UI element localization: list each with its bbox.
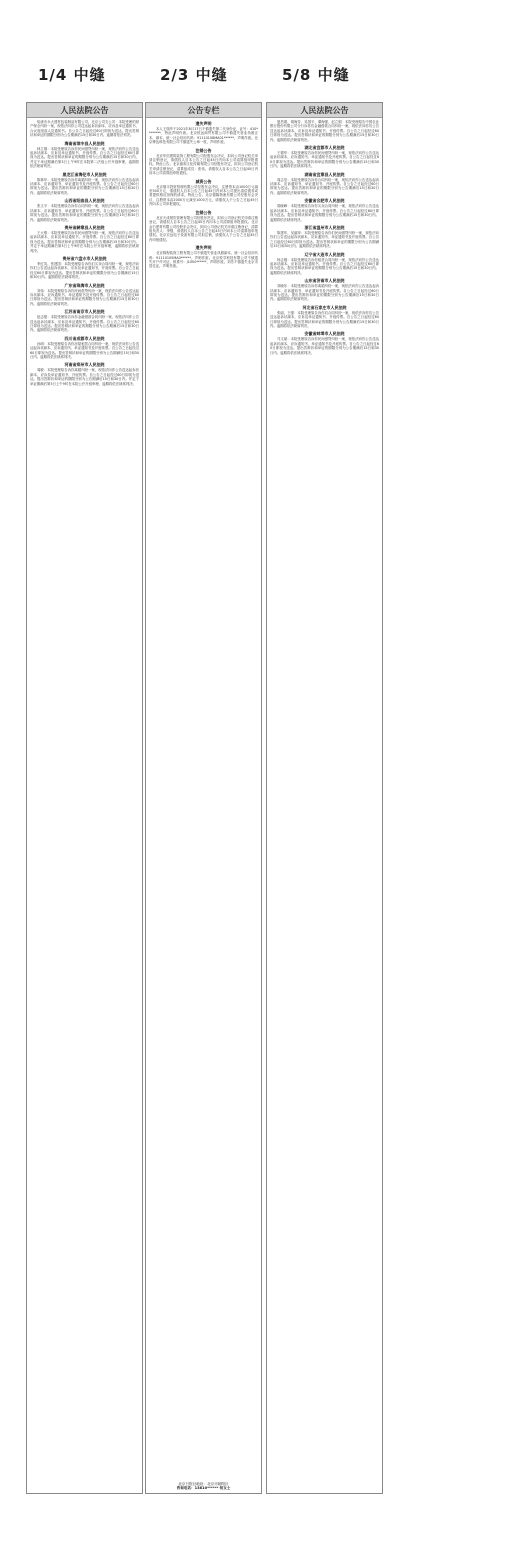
- notice-title: 注销公告: [195, 147, 212, 153]
- notice-text: 马文斌：本院受理原告诉你民间借贷纠纷一案，现依法向你公告送达起诉状副本、应诉通知书、举证通知书及开庭传票。自公告之日起经过60日即视为送达。提出答辩状和举证的期限分别为公告期满后15日和30日内。逾期将依法缺席判决。: [270, 337, 379, 355]
- notice-text: 林立刚：本院受理原告诉你民间借贷纠纷一案，现依法向你公告送达起诉状副本、应诉及举证通知书、开庭传票。自公告之日起经过60日即视为送达。提出答辩状和举证的期限分别为公告期满后15日和30日内。并定于举证期满后第3日上午9时在本院第二法庭公开开庭审理，逾期将依法缺席判决。: [30, 146, 139, 169]
- column-1: [26, 102, 143, 1494]
- notice-text: 李红英、张建国：本院受理原告诉你们买卖合同纠纷一案，现依法向你们公告送达起诉状副本、应诉及举证通知书、开庭传票。自公告之日起经过60日即视为送达。提出答辩状和举证的期限分别为公告期满后15日和30日内。逾期将依法缺席判决。: [30, 261, 139, 280]
- notice-item: [149, 245, 258, 269]
- notice-text: 王大维：本院受理原告诉你民间借贷纠纷一案，现依法向你公告送达起诉状副本、应诉及举证通知书、开庭传票。自公告之日起经过60日即视为送达。提出答辩状和举证的期限分别为公告期满后15日和30日内。并定于举证期满后第3日上午9时在本院公开开庭审理，逾期将依法缺席判决。: [30, 230, 139, 253]
- column-header: 人民法院公告: [267, 103, 382, 118]
- column-3: [266, 102, 383, 1494]
- column-header: 人民法院公告: [27, 103, 142, 118]
- notice-item: [149, 210, 258, 242]
- notice-text: 张丽、王强：本院受理原告诉你们合同纠纷一案，现依法向你们公告送达起诉状副本、应诉及举证通知书、开庭传票。自公告之日起经过60日即视为送达。提出答辩状和举证的期限分别为公告期满后15日和30日内。逾期将依法缺席判决。: [270, 310, 379, 328]
- notice-item: [270, 198, 379, 222]
- notice-text: 北京锦程装饰工程有限公司不慎遗失营业执照副本，统一社会信用代码：91110105MA0******，声明作废。北京悦享科技有限公司不慎遗失开户许可证，核准号：J1000******，声明作废。刘芳不慎遗失北京市居住证，声明作废。: [149, 251, 258, 269]
- notice-item: [270, 172, 379, 196]
- notice-item: [30, 141, 139, 169]
- notice-item: [149, 148, 258, 176]
- notice-item: [270, 120, 379, 142]
- notice-item: [30, 336, 139, 360]
- column-label-2: 2/3 中缝: [160, 66, 228, 84]
- notice-title: 黑龙江省海伦市人民法院: [62, 171, 107, 177]
- notice-title: 广东省珠海市人民法院: [64, 282, 105, 288]
- column-header: 公告专栏: [146, 103, 261, 118]
- notice-title: 注销公告: [195, 209, 212, 215]
- notice-text: 赵志强：本院受理原告诉你金融借款合同纠纷一案，现依法向你公告送达起诉状副本、应诉及举证通知书、开庭传票。自公告之日起经过60日即视为送达。提出答辩状和举证的期限分别为公告期满后15日和30日内。逾期将依法缺席判决。: [30, 315, 139, 333]
- notice-text: 周志坚：本院受理原告诉你合同纠纷一案，现依法向你公告送达起诉状副本、应诉通知书、举证通知书、开庭传票。自公告之日起经过60日即视为送达。提出答辩状和举证的期限分别为公告期满后15日和30日内。逾期将依法缺席判决。: [270, 177, 379, 195]
- notice-title: 海南省琼中县人民法院: [64, 140, 105, 146]
- notice-title: 遗失声明: [195, 245, 212, 251]
- notice-title: 减资公告: [195, 178, 212, 184]
- notice-text: 胡晓峰：本院受理原告诉你买卖合同纠纷一案，现依法向你公告送达起诉状副本、应诉及举证通知书、开庭传票。自公告之日起经过60日即视为送达。提出答辩状和举证的期限分别为公告期满后15日和30日内。逾期将依法缺席判决。: [270, 204, 379, 222]
- notice-item: [270, 225, 379, 249]
- notice-title: 安徽省合肥市人民法院: [304, 198, 345, 204]
- notice-text: 哈唐市永大建材包装制品有限公司、北京公司支公司：本院受理的财产保全纠纷一案，现依法向你公司送达起诉状副本、应诉及举证通知书、合议庭组成人员通知书。自公告之日起经过60日即视为送达。提出答辩状和举证的期限分别为公告期满后15日和30日内。逾期将依法判决。: [30, 120, 139, 138]
- notice-title: 四川省成都市人民法院: [64, 335, 105, 341]
- notice-item: [270, 252, 379, 276]
- notice-item: [149, 121, 258, 145]
- notice-title: 山东省济南市人民法院: [304, 278, 345, 284]
- column-label-3: 5/8 中缝: [282, 66, 350, 84]
- column-footer: [149, 1482, 258, 1491]
- notice-title: 山西省阳曲县人民法院: [64, 198, 105, 204]
- notice-title: 辽宁省大连市人民法院: [304, 251, 345, 257]
- notice-title: 湖北省宜都市人民法院: [304, 145, 345, 151]
- notice-item: [30, 172, 139, 196]
- notice-text: 本人王瑞华于2021年8月17日不慎遗失第二代身份证，证号：410********，特此声明作废。北京恒远商贸有限公司不慎遗失营业执照正本、副本，统一社会信用代码：91110108MA01******，声明作废。北京博达科技有限公司不慎遗失公章一枚，声明作废。: [149, 127, 258, 145]
- notice-text: 夏昌德、胡海芳、吴国平、谭海强、赵立娟：本院受理原告中国农业银行股份有限公司分行诉你们金融借款合同纠纷一案，现依法向你们公告送达起诉状副本、应诉及举证通知书、开庭传票。自公告之日起经过60日即视为送达。提出答辩状和举证的期限分别为公告期满后15日和30日内。逾期将依法缺席判决。: [270, 120, 379, 142]
- column-body: [27, 118, 142, 391]
- footer-line: 咨询电话：13810****** 何女士: [176, 1486, 231, 1491]
- notice-title: 江苏省南京市人民法院: [64, 309, 105, 315]
- footer-line: 北京日报社地址：北京市朝阳区: [178, 1481, 229, 1486]
- notice-title: 河南省郑州市人民法院: [64, 362, 105, 368]
- notice-item: [30, 198, 139, 222]
- column-body: [267, 118, 382, 360]
- notice-text: 张文平：本院受理原告诉你合同纠纷一案，现依法向你公告送达起诉状副本、应诉通知书、举证通知书、开庭传票。自公告之日起经过60日即视为送达。提出答辩状和举证的期限分别为公告期满后15日和30日内。逾期将依法缺席判决。: [30, 204, 139, 222]
- notice-title: 安徽省蚌埠市人民法院: [304, 331, 345, 337]
- notice-item: [30, 362, 139, 386]
- notice-item: [270, 331, 379, 355]
- notice-item: [270, 145, 379, 169]
- column-label-1: 1/4 中缝: [38, 66, 106, 84]
- notice-text: 陈林华：本院受理原告诉你离婚纠纷一案，现依法向你公告送达起诉状副本、应诉通知书、举证通知书及开庭传票。自公告之日起经过60日即视为送达。提出答辩状和举证的期限分别为公告期满后15日和30日内。逾期将依法缺席判决。: [30, 177, 139, 195]
- notice-text: 孙明：本院受理原告诉你房屋租赁合同纠纷一案，现依法向你公告送达起诉状副本、应诉通知书、举证通知书及开庭传票。自公告之日起经过60日即视为送达。提出答辩状和举证的期限分别为公告期满后15日和30日内。逾期将依法缺席判决。: [30, 341, 139, 360]
- notice-item: [30, 283, 139, 307]
- notice-text: 周敏：本院受理原告诉你离婚纠纷一案，现依法向你公告送达起诉状副本、应诉及举证通知书、开庭传票。自公告之日起经过60日即视为送达。提出答辩状和举证的期限分别为公告期满后15日和30日内。并定于举证期满后第3日上午9时在本院公开开庭审理，逾期将依法缺席判决。: [30, 368, 139, 386]
- notice-title: 贵州省赫章县人民法院: [64, 224, 105, 230]
- notice-title: 河北省石家庄市人民法院: [302, 304, 347, 310]
- notice-text: 杨志刚：本院受理原告诉你租赁合同纠纷一案，现依法向你公告送达起诉状副本、应诉及举证通知书、开庭传票。自公告之日起经过60日即视为送达。提出答辩状和举证的期限分别为公告期满后15日和30日内。逾期将依法缺席判决。: [270, 257, 379, 275]
- notice-text: 北京天成餐饮管理有限公司经股东决定，拟向公司登记机关申请注销登记，请债权人自本公告之日起45日内向本公司清算组申报债权。北京金石建材有限公司经股东会决议，拟向公司登记机关申请注销登记，清算组负责人：李强，请债权人自本公告之日起45日内向本公司清算组申报债权。北京宏远电子设备有限公司拟注销，请债权人于公告之日起45日内申报债权。: [149, 215, 258, 242]
- column-body: [146, 118, 261, 274]
- notice-text: 王德华：本院受理原告诉你民间借贷纠纷一案，现依法向你公告送达起诉状副本、应诉通知书、举证通知书及开庭传票。自公告之日起经过60日即视为送达。提出答辩状和举证的期限分别为公告期满后15日和30日内。逾期将依法缺席判决。: [270, 151, 379, 169]
- column-2: [145, 102, 262, 1494]
- notice-title: 湖南省宜章县人民法院: [304, 171, 345, 177]
- notice-item: [270, 278, 379, 302]
- notice-text: 北京华信建筑装饰工程有限公司经股东会决议，拟向公司登记机关申请注销登记，请债权人自本公告之日起45日内向本公司清算组申报债权。特此公告。北京盛和文化传媒有限公司经股东决定，拟向公司登记机关申请注销登记，清算组成员：张伟，请债权人自本公告之日起45日内向本公司清算组申报债权。: [149, 153, 258, 176]
- notice-item: [270, 305, 379, 329]
- notice-item: [149, 179, 258, 207]
- notice-text: 北京瑞丰投资管理有限公司经股东会决议，注册资本由1000万元减至500万元，请债权人自本公告之日起45日内向本公司提出清偿债务或者提供相应担保的请求。特此公告。北京德隆物流有限公司经股东会决议，注册资本由2000万元减至1000万元，请债权人于公告之日起45日内向本公司申报债权。: [149, 184, 258, 207]
- notice-item: [30, 225, 139, 253]
- notice-item: [30, 120, 139, 138]
- notice-title: 贵州省六盘水市人民法院: [62, 255, 107, 261]
- notice-title: 浙江省温州市人民法院: [304, 224, 345, 230]
- notice-text: 刘伟：本院受理原告诉你民间借贷纠纷一案，现依法向你公告送达起诉状副本、应诉通知书、举证通知书及开庭传票。自公告之日起经过60日即视为送达。提出答辩状和举证的期限分别为公告期满后15日和30日内。逾期将依法缺席判决。: [30, 288, 139, 306]
- notice-title: 遗失声明: [195, 121, 212, 126]
- notice-text: 陈建华、吴丽萍：本院受理原告诉你们民间借贷纠纷一案，现依法向你们公告送达起诉状副本、应诉通知书、举证通知书及开庭传票。自公告之日起经过60日即视为送达。提出答辩状和举证的期限分别为公告期满后15日和30日内。逾期将依法缺席判决。: [270, 230, 379, 249]
- notice-item: [30, 256, 139, 280]
- notice-text: 刘晓东：本院受理原告诉你离婚纠纷一案，现依法向你公告送达起诉状副本、应诉通知书、举证通知书及开庭传票。自公告之日起经过60日即视为送达。提出答辩状和举证的期限分别为公告期满后15日和30日内。逾期将依法缺席判决。: [270, 284, 379, 302]
- notice-item: [30, 309, 139, 333]
